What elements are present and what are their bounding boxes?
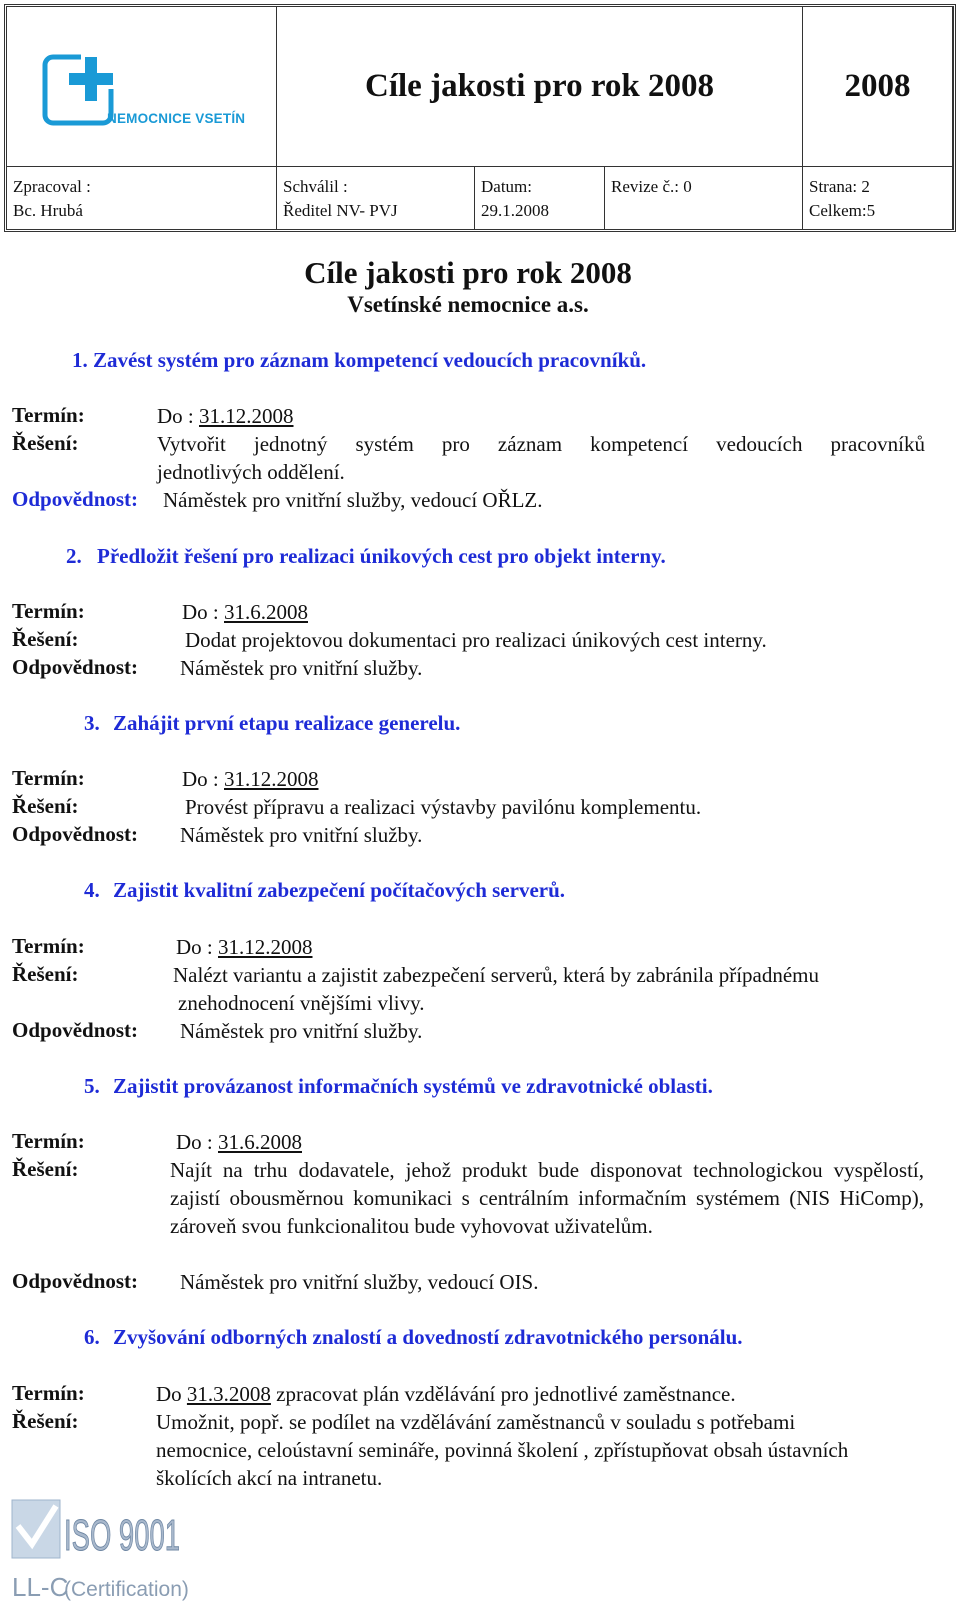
goal-4-term-label: Termín: [12,934,85,958]
goal-3-number: 3. [84,711,100,735]
goal-6-heading [84,1325,743,1350]
goal-5-solution-label: Řešení: [12,1157,79,1181]
goal-3-title: Zahájit první etapu realizace generelu. [113,711,461,735]
approved-label: Schválil : [283,177,348,196]
goal-4-responsibility: Náměstek pro vnitřní služby. [180,1019,423,1043]
logo-text: NEMOCNICE VSETÍN [107,111,246,126]
prepared-value: Bc. Hrubá [13,201,83,220]
header-year: 2008 [844,68,911,104]
page-total: Celkem:5 [809,201,876,220]
revision-text: Revize č.: 0 [611,177,692,196]
revision-cell [605,167,803,229]
goal-2-term-label: Termín: [12,599,85,623]
goal-4-responsibility-label: Odpovědnost: [12,1018,139,1042]
goal-4-term-prefix: Do : [176,935,218,959]
header-title: Cíle jakosti pro rok 2008 [365,68,714,104]
page-cell [803,167,953,229]
prepared-cell [7,167,277,229]
goal-4-solution-label: Řešení: [12,962,79,986]
goal-2-responsibility: Náměstek pro vnitřní služby. [180,656,423,680]
goal-5-solution: Najít na trhu dodavatele, jehož produkt bude disponovat technologickou vyspělostí, zajistí obousměrnou komunikaci s centrálním informačním systémem (NIS HiComp), zároveň svou funkcionalitou bude vyhovovat uživatelům. [170,1158,924,1238]
goal-1-responsibility-label: Odpovědnost: [12,487,139,511]
goal-3-term-date: 31.12.2008 [224,767,319,791]
goal-3-heading [84,711,460,736]
goal-1-term-date: 31.12.2008 [199,404,294,428]
goal-1-number: 1. [72,348,88,372]
goal-4-term-date: 31.12.2008 [218,935,313,959]
goal-5-title: Zajistit provázanost informačních systémů ve zdravotnické oblasti. [113,1074,713,1098]
goal-1-title: Zavést systém pro záznam kompetencí vedoucích pracovníků. [93,348,647,372]
goal-4-solution-line1: Nalézt variantu a zajistit zabezpečení serverů, která by zabránila případnému [173,963,820,987]
goal-5-term-date: 31.6.2008 [218,1130,302,1154]
iso-certification-logo [12,1496,189,1604]
date-value: 29.1.2008 [481,201,549,220]
goal-3-solution-label: Řešení: [12,794,79,818]
goal-6-solution: Umožnit, popř. se podílet na vzdělávání zaměstnanců v souladu s potřebami nemocnice, celoústavní semináře, povinná školení , zpřístupňovat obsah ústavních školících akcí na intranetu. [156,1410,849,1490]
goal-4-number: 4. [84,878,100,902]
goal-1-solution-line2: jednotlivých oddělení. [157,460,345,484]
goal-1-solution-label: Řešení: [12,431,79,455]
goal-6-term-suffix: zpracovat plán vzdělávání pro jednotlivé zaměstnance. [270,1382,736,1406]
iso-cert-text: (Certification) [64,1578,189,1601]
goal-1-responsibility: Náměstek pro vnitřní služby, vedoucí OŘLZ. [163,488,543,512]
goal-6-term-date: 31.3.2008 [186,1382,271,1406]
goal-6-term-prefix: Do [156,1382,187,1406]
goal-2-solution-label: Řešení: [12,627,79,651]
goal-6-title: Zvyšování odborných znalostí a dovedností zdravotnického personálu. [113,1325,743,1349]
goal-2-term [182,598,308,626]
goal-2-title: Předložit řešení pro realizaci únikových cest pro objekt interny. [97,544,666,568]
iso-mark-text: ISO 9001 [64,1511,180,1560]
goal-5-term [176,1128,302,1156]
header-title-cell [277,7,803,167]
goal-2-number: 2. [66,544,82,568]
goal-1-term-label: Termín: [12,403,85,427]
approved-cell [277,167,475,229]
goal-3-responsibility-label: Odpovědnost: [12,822,139,846]
goal-3-term [182,765,319,793]
goal-4-heading [84,878,565,903]
goal-5-responsibility: Náměstek pro vnitřní služby, vedoucí OIS. [180,1270,539,1294]
goal-2-heading [66,544,666,569]
document-subtitle: Vsetínské nemocnice a.s. [347,292,589,317]
goal-2-term-date: 31.6.2008 [224,600,308,624]
goal-1-solution-line1: Vytvořit jednotný systém pro záznam kompetencí vedoucích pracovníků [157,432,925,456]
goal-2-responsibility-label: Odpovědnost: [12,655,139,679]
goal-2-solution: Dodat projektovou dokumentaci pro realizaci únikových cest interny. [185,628,767,652]
goal-5-number: 5. [84,1074,100,1098]
goal-1-term-prefix: Do : [157,404,199,428]
goal-1-term [157,402,294,430]
goal-5-heading [84,1074,713,1099]
goal-3-solution: Provést přípravu a realizaci výstavby pavilónu komplementu. [185,795,702,819]
goal-6-term [156,1380,736,1408]
goal-4-title: Zajistit kvalitní zabezpečení počítačových serverů. [113,878,566,902]
goal-3-term-prefix: Do : [182,767,224,791]
goal-6-term-label: Termín: [12,1381,85,1405]
iso-sub-text: LL-C [12,1572,69,1602]
goal-1-heading [72,348,646,373]
goal-5-term-label: Termín: [12,1129,85,1153]
goal-2-term-prefix: Do : [182,600,224,624]
prepared-label: Zpracoval : [13,177,91,196]
goal-5-term-prefix: Do : [176,1130,218,1154]
goal-5-responsibility-label: Odpovědnost: [12,1269,139,1293]
goal-6-number: 6. [84,1325,100,1349]
approved-value: Ředitel NV- PVJ [283,201,398,220]
goal-3-responsibility: Náměstek pro vnitřní služby. [180,823,423,847]
page-number: Strana: 2 [809,177,870,196]
logo-cell [7,7,277,167]
goal-4-term [176,933,313,961]
header-year-cell [803,7,953,167]
goal-6-solution-label: Řešení: [12,1409,79,1433]
header-table [4,4,956,232]
goal-3-term-label: Termín: [12,766,85,790]
goal-4-solution-line2: znehodnocení vnějšími vlivy. [178,991,425,1015]
date-label: Datum: [481,177,532,196]
document-title: Cíle jakosti pro rok 2008 [304,255,632,290]
date-cell [475,167,605,229]
